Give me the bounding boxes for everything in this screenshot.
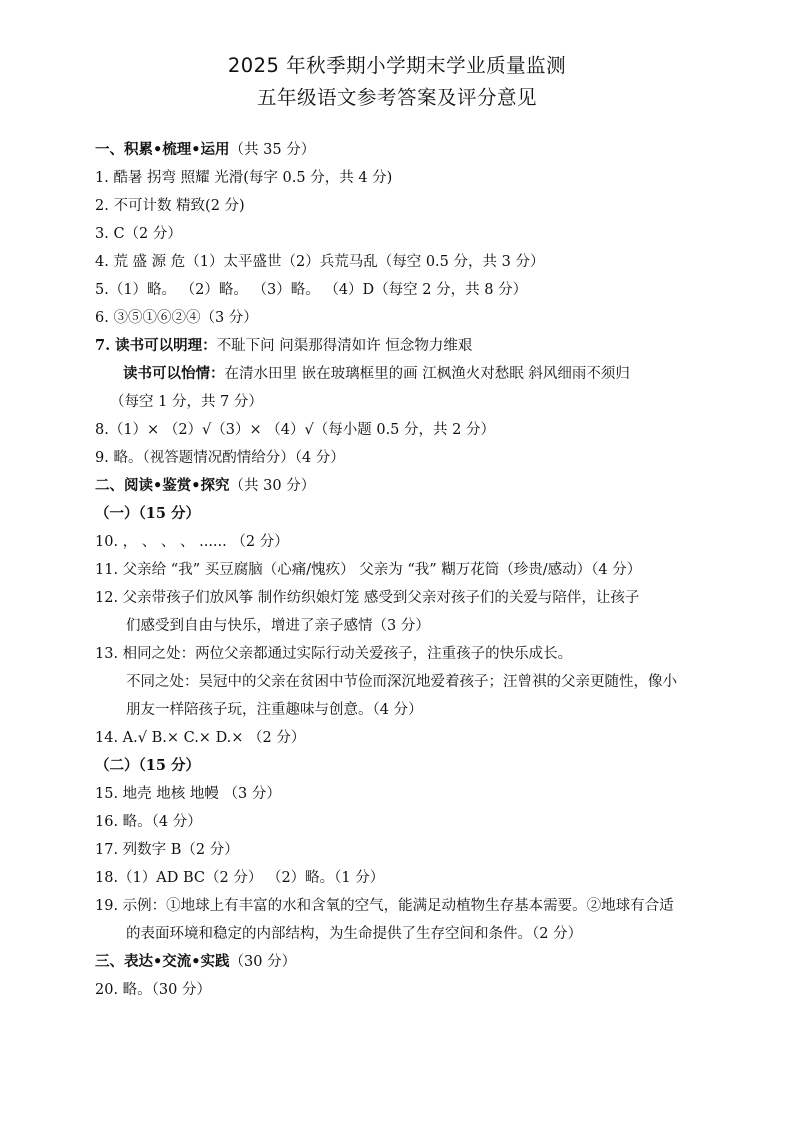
document-title: 2025 年秋季期小学期末学业质量监测: [227, 54, 567, 77]
answer-3: 3. C（2 分）: [95, 226, 182, 242]
answer-7-line-2: 读书可以怡情：在清水田里 嵌在玻璃框里的画 江枫渔火对愁眠 斜风细雨不须归: [123, 365, 630, 382]
answer-13-line-1: 13. 相同之处：两位父亲都通过实际行动关爱孩子，注重孩子的快乐成长。: [95, 646, 573, 662]
section-heading-1: 一、积累•梳理•运用（共 35 分）: [95, 141, 316, 158]
answer-7-line-3: （每空 1 分，共 7 分）: [110, 394, 263, 410]
answer-18: 18.（1）AD BC（2 分） （2）略。（1 分）: [95, 870, 385, 886]
subsection-heading-1: （一）（15 分）: [95, 505, 200, 522]
subsection-heading-2: （二）（15 分）: [95, 757, 200, 774]
document-subtitle: 五年级语文参考答案及评分意见: [256, 86, 537, 109]
answer-4: 4. 荒 盛 源 危（1）太平盛世（2）兵荒马乱（每空 0.5 分，共 3 分）: [95, 254, 545, 270]
answer-7-line-1: 7. 读书可以明理：不耻下问 问渠那得清如许 恒念物力维艰: [95, 337, 473, 354]
answer-2: 2. 不可计数 精致(2 分): [95, 198, 245, 214]
answer-13-line-2: 不同之处：吴冠中的父亲在贫困中节俭而深沉地爱着孩子；汪曾祺的父亲更随性，像小: [126, 674, 677, 690]
answer-9: 9. 略。（视答题情况酌情给分）（4 分）: [95, 450, 345, 466]
section-heading-2: 二、阅读•鉴赏•探究（共 30 分）: [95, 477, 316, 494]
answer-1: 1. 酷暑 拐弯 照耀 光滑(每字 0.5 分，共 4 分): [95, 170, 393, 186]
answer-12-line-2: 们感受到自由与快乐，增进了亲子感情（3 分）: [126, 618, 430, 634]
answer-10: 10. ， 、 、 、 ...... （2 分）: [95, 534, 289, 550]
answer-14: 14. A.√ B.× C.× D.× （2 分）: [95, 730, 306, 746]
answer-19-line-1: 19. 示例：①地球上有丰富的水和含氧的空气，能满足动植物生存基本需要。②地球有合适: [95, 898, 674, 914]
answer-8: 8.（1）× （2）√（3）× （4）√（每小题 0.5 分，共 2 分）: [95, 422, 495, 438]
answer-12-line-1: 12. 父亲带孩子们放风筝 制作纺织娘灯笼 感受到父亲对孩子们的关爱与陪伴，让孩子: [95, 590, 640, 606]
answer-19-line-2: 的表面环境和稳定的内部结构，为生命提供了生存空间和条件。（2 分）: [126, 926, 583, 942]
answer-20: 20. 略。（30 分）: [95, 982, 211, 998]
answer-13-line-3: 朋友一样陪孩子玩，注重趣味与创意。（4 分）: [126, 702, 423, 718]
answer-11: 11. 父亲给 “我” 买豆腐脑（心痛/愧疚） 父亲为 “我” 糊万花筒（珍贵/感动）（4 分）: [95, 562, 642, 578]
section-heading-3: 三、表达•交流•实践（30 分）: [95, 953, 297, 970]
answer-6: 6. ③⑤①⑥②④（3 分）: [95, 310, 258, 326]
answer-5: 5.（1）略。 （2）略。 （3）略。 （4）D（每空 2 分，共 8 分）: [95, 282, 528, 298]
answer-15: 15. 地壳 地核 地幔 （3 分）: [95, 786, 281, 802]
answer-16: 16. 略。（4 分）: [95, 814, 202, 830]
answer-17: 17. 列数字 B（2 分）: [95, 842, 239, 858]
